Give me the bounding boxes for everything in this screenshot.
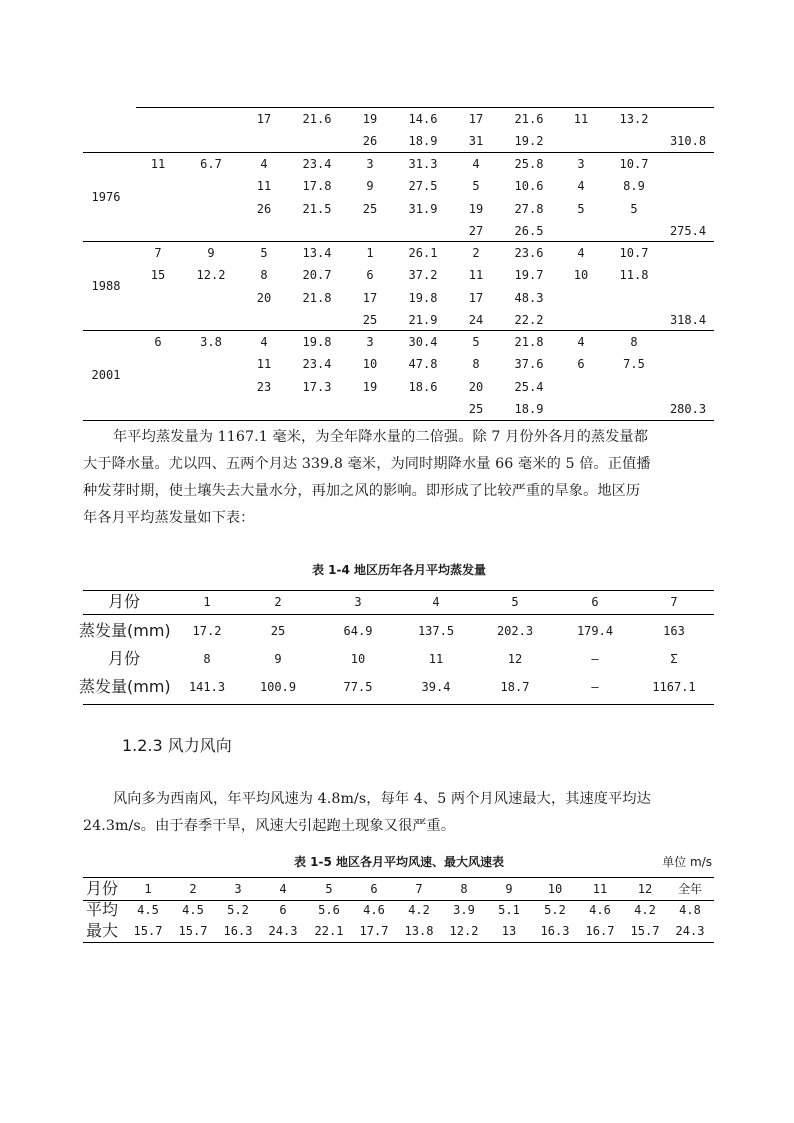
precip-cell: 9 xyxy=(366,179,374,194)
evaporation-cell: 10 xyxy=(350,652,366,666)
table-rule xyxy=(83,590,714,591)
precip-cell: 21.8 xyxy=(514,335,544,349)
wind-speed-cell: 16.7 xyxy=(585,924,615,938)
paragraph-line: 24.3m/s。由于春季干旱，风速大引起跑土现象又很严重。 xyxy=(83,818,456,834)
precip-cell: 6.7 xyxy=(200,157,222,171)
precip-cell: 25.4 xyxy=(514,379,544,394)
wind-speed-cell: 16.3 xyxy=(223,924,253,938)
wind-speed-cell: 4.8 xyxy=(679,903,701,917)
evaporation-cell: 9 xyxy=(274,652,282,666)
wind-speed-cell: 8 xyxy=(460,882,468,896)
row-header: 月份 xyxy=(107,592,140,611)
precip-cell: 27.5 xyxy=(408,179,438,194)
precip-cell: 19.8 xyxy=(408,290,438,305)
table-rule xyxy=(83,420,714,421)
evaporation-cell: 179.4 xyxy=(576,624,614,638)
precip-cell: 11.8 xyxy=(619,268,649,283)
evaporation-cell: — xyxy=(591,680,599,694)
wind-speed-cell: 5 xyxy=(325,882,333,896)
precip-cell: 12.2 xyxy=(196,268,226,283)
precip-cell: 4 xyxy=(260,157,268,171)
evaporation-cell: 3 xyxy=(354,595,362,609)
precip-cell: 21.8 xyxy=(302,290,332,305)
precip-cell: 11 xyxy=(573,112,589,126)
precip-cell: 19.2 xyxy=(514,134,544,149)
precip-cell: 11 xyxy=(150,157,166,171)
wind-speed-cell: 13.8 xyxy=(404,924,434,938)
wind-speed-cell: 4.5 xyxy=(182,903,204,917)
precip-cell: 11 xyxy=(256,179,272,194)
wind-speed-cell: 4.2 xyxy=(634,903,656,917)
wind-speed-cell: 10 xyxy=(547,882,563,896)
paragraph-line: 风向多为西南风，年平均风速为 4.8m/s，每年 4、5 两个月风速最大，其速度平均达 xyxy=(113,791,651,807)
evaporation-cell: 6 xyxy=(591,595,599,609)
wind-speed-cell: 6 xyxy=(279,903,287,917)
precip-cell: 37.6 xyxy=(514,357,544,372)
row-header: 最大 xyxy=(85,921,118,940)
wind-speed-cell: 全年 xyxy=(677,882,702,896)
paragraph-line: 大于降水量。尤以四、五两个月达 339.8 毫米，为同时期降水量 66 毫米的 5 倍。正值播 xyxy=(83,456,651,472)
year-label: 1976 xyxy=(91,190,121,205)
evaporation-cell: 163 xyxy=(663,624,685,638)
precip-cell: 19.8 xyxy=(302,335,332,349)
precip-cell: 9 xyxy=(207,246,215,260)
evaporation-cell: 25 xyxy=(270,624,286,638)
wind-speed-cell: 15.7 xyxy=(133,924,163,938)
table-rule xyxy=(83,241,714,242)
precip-cell: 4 xyxy=(577,179,585,194)
precip-cell: 13.2 xyxy=(619,112,649,126)
precip-cell: 5 xyxy=(472,335,480,349)
wind-speed-cell: 7 xyxy=(415,882,423,896)
precip-cell: 19 xyxy=(362,379,378,394)
wind-speed-cell: 15.7 xyxy=(178,924,208,938)
precip-cell: 3 xyxy=(577,157,585,171)
year-label: 1988 xyxy=(91,279,121,294)
paragraph-line: 年平均蒸发量为 1167.1 毫米，为全年降水量的二倍强。除 7 月份外各月的蒸发量都 xyxy=(113,429,649,445)
row-header: 蒸发量(mm) xyxy=(79,677,171,696)
precip-cell: 47.8 xyxy=(408,357,438,372)
precip-cell: 20 xyxy=(256,290,272,305)
section-heading: 1.2.3 风力风向 xyxy=(122,736,232,755)
precip-cell: 21.5 xyxy=(302,201,332,216)
precip-cell: 310.8 xyxy=(669,134,707,149)
wind-speed-cell: 6 xyxy=(370,882,378,896)
wind-speed-cell: 4 xyxy=(279,882,287,896)
precip-cell: 10.7 xyxy=(619,246,649,260)
precip-cell: 25 xyxy=(362,312,378,327)
precip-cell: 25.8 xyxy=(514,157,544,171)
wind-speed-cell: 3 xyxy=(234,882,242,896)
precip-cell: 26.5 xyxy=(514,223,544,238)
precip-cell: 7 xyxy=(154,246,162,260)
precip-cell: 17 xyxy=(468,112,484,126)
wind-speed-cell: 5.2 xyxy=(227,903,249,917)
precip-cell: 15 xyxy=(150,268,166,283)
precip-cell: 23 xyxy=(256,379,272,394)
precip-cell: 18.9 xyxy=(514,401,544,416)
wind-speed-cell: 16.3 xyxy=(540,924,570,938)
wind-speed-cell: 4.6 xyxy=(363,903,385,917)
precip-cell: 24 xyxy=(468,312,484,327)
precip-cell: 280.3 xyxy=(669,401,707,416)
precip-cell: 26.1 xyxy=(408,246,438,260)
wind-speed-cell: 4.2 xyxy=(408,903,430,917)
evaporation-cell: Σ xyxy=(670,652,678,666)
unit-label: 单位 m/s xyxy=(662,855,712,869)
precip-cell: 10.6 xyxy=(514,179,544,194)
evaporation-cell: 100.9 xyxy=(259,680,297,694)
wind-speed-cell: 1 xyxy=(144,882,152,896)
precip-cell: 18.6 xyxy=(408,379,438,394)
precip-cell: 8 xyxy=(630,335,638,349)
precip-cell: 26 xyxy=(362,134,378,149)
precip-cell: 26 xyxy=(256,201,272,216)
wind-speed-cell: 24.3 xyxy=(268,924,298,938)
precip-cell: 6 xyxy=(366,268,374,283)
evaporation-cell: 137.5 xyxy=(417,624,455,638)
precip-cell: 25 xyxy=(468,401,484,416)
wind-speed-cell: 5.6 xyxy=(318,903,340,917)
evaporation-cell: 8 xyxy=(203,652,211,666)
evaporation-cell: 77.5 xyxy=(343,680,373,694)
precip-cell: 21.6 xyxy=(514,112,544,126)
wind-speed-cell: 13 xyxy=(501,924,517,938)
evaporation-cell: 11 xyxy=(428,652,444,666)
evaporation-cell: 141.3 xyxy=(188,680,226,694)
wind-speed-cell: 24.3 xyxy=(675,924,705,938)
precip-cell: 27 xyxy=(468,223,484,238)
precip-cell: 2 xyxy=(472,246,480,260)
row-header: 月份 xyxy=(85,879,118,898)
evaporation-cell: 18.7 xyxy=(500,680,530,694)
evaporation-paragraph xyxy=(83,424,715,532)
table-1-5-caption: 表 1-5 地区各月平均风速、最大风速表 xyxy=(293,855,505,869)
precip-cell: 10 xyxy=(573,268,589,283)
wind-speed-cell: 15.7 xyxy=(630,924,660,938)
precip-cell: 17 xyxy=(256,112,272,126)
evaporation-cell: 12 xyxy=(507,652,523,666)
row-header: 平均 xyxy=(85,900,118,919)
wind-speed-cell: 11 xyxy=(592,882,608,896)
precip-cell: 8.9 xyxy=(623,179,645,194)
precip-cell: 31.9 xyxy=(408,201,438,216)
precip-cell: 1 xyxy=(366,246,374,260)
evaporation-cell: 39.4 xyxy=(421,680,451,694)
precip-cell: 18.9 xyxy=(408,134,438,149)
table-rule xyxy=(136,107,714,108)
precip-cell: 14.6 xyxy=(408,112,438,126)
precip-cell: 7.5 xyxy=(623,357,645,372)
evaporation-cell: 4 xyxy=(432,595,440,609)
evaporation-cell: 17.2 xyxy=(192,624,222,638)
precip-cell: 6 xyxy=(577,357,585,372)
precip-cell: 4 xyxy=(472,157,480,171)
precip-cell: 23.6 xyxy=(514,246,544,260)
precip-cell: 20.7 xyxy=(302,268,332,283)
precip-cell: 23.4 xyxy=(302,157,332,171)
wind-speed-cell: 4.6 xyxy=(589,903,611,917)
precip-cell: 318.4 xyxy=(669,312,707,327)
table-rule xyxy=(83,942,714,943)
wind-speed-cell: 17.7 xyxy=(359,924,389,938)
table-rule xyxy=(83,330,714,331)
precip-cell: 11 xyxy=(256,357,272,372)
precip-cell: 22.2 xyxy=(514,312,544,327)
precip-cell: 27.8 xyxy=(514,201,544,216)
wind-speed-cell: 5.1 xyxy=(498,903,520,917)
precip-cell: 31 xyxy=(468,134,484,149)
precip-cell: 3.8 xyxy=(200,335,222,349)
precip-cell: 37.2 xyxy=(408,268,438,283)
precip-cell: 3 xyxy=(366,157,374,171)
wind-speed-cell: 22.1 xyxy=(314,924,344,938)
precip-cell: 17 xyxy=(468,290,484,305)
precip-cell: 31.3 xyxy=(408,157,438,171)
precip-cell: 30.4 xyxy=(408,335,438,349)
precip-cell: 25 xyxy=(362,201,378,216)
evaporation-cell: 2 xyxy=(274,595,282,609)
precip-cell: 10 xyxy=(362,357,378,372)
evaporation-cell: — xyxy=(591,652,599,666)
precip-cell: 17 xyxy=(362,290,378,305)
precip-cell: 4 xyxy=(260,335,268,349)
precip-cell: 19.7 xyxy=(514,268,544,283)
evaporation-cell: 64.9 xyxy=(343,624,373,638)
precip-cell: 4 xyxy=(577,335,585,349)
paragraph-line: 年各月平均蒸发量如下表： xyxy=(83,510,255,526)
evaporation-cell: 202.3 xyxy=(496,624,534,638)
wind-speed-cell: 12 xyxy=(637,882,653,896)
table-rule xyxy=(83,900,714,901)
wind-speed-cell: 2 xyxy=(189,882,197,896)
precip-cell: 11 xyxy=(468,268,484,283)
wind-paragraph xyxy=(83,786,715,840)
evaporation-cell: 1167.1 xyxy=(652,680,696,694)
table-rule xyxy=(83,877,714,878)
table-rule xyxy=(83,614,714,615)
precip-cell: 17.3 xyxy=(302,379,332,394)
precip-cell: 20 xyxy=(468,379,484,394)
table-rule xyxy=(83,704,714,705)
paragraph-line: 种发芽时期，使土壤失去大量水分，再加之风的影响。即形成了比较严重的旱象。地区历 xyxy=(83,483,641,499)
precip-cell: 8 xyxy=(260,268,268,283)
precip-cell: 275.4 xyxy=(669,223,707,238)
precip-cell: 48.3 xyxy=(514,290,544,305)
precip-cell: 4 xyxy=(577,246,585,260)
precip-cell: 21.6 xyxy=(302,112,332,126)
precip-cell: 10.7 xyxy=(619,157,649,171)
precip-cell: 3 xyxy=(366,335,374,349)
precip-cell: 21.9 xyxy=(408,312,438,327)
precip-cell: 17.8 xyxy=(302,179,332,194)
evaporation-cell: 5 xyxy=(511,595,519,609)
precip-cell: 19 xyxy=(362,112,378,126)
precip-cell: 5 xyxy=(630,201,638,216)
wind-speed-cell: 4.5 xyxy=(137,903,159,917)
precip-cell: 23.4 xyxy=(302,357,332,372)
row-header: 蒸发量(mm) xyxy=(79,621,171,640)
precip-cell: 8 xyxy=(472,357,480,372)
precip-cell: 6 xyxy=(154,335,162,349)
precip-cell: 13.4 xyxy=(302,246,332,260)
precip-cell: 19 xyxy=(468,201,484,216)
wind-speed-cell: 12.2 xyxy=(449,924,479,938)
wind-speed-cell: 5.2 xyxy=(544,903,566,917)
year-label: 2001 xyxy=(91,368,121,383)
wind-speed-cell: 9 xyxy=(505,882,513,896)
precip-cell: 5 xyxy=(260,246,268,260)
table-1-4-caption: 表 1-4 地区历年各月平均蒸发量 xyxy=(311,563,487,577)
row-header: 月份 xyxy=(107,649,140,668)
precip-cell: 5 xyxy=(472,179,480,194)
evaporation-cell: 1 xyxy=(203,595,211,609)
precip-cell: 5 xyxy=(577,201,585,216)
table-rule xyxy=(83,152,714,153)
evaporation-cell: 7 xyxy=(670,595,678,609)
wind-speed-cell: 3.9 xyxy=(453,903,475,917)
